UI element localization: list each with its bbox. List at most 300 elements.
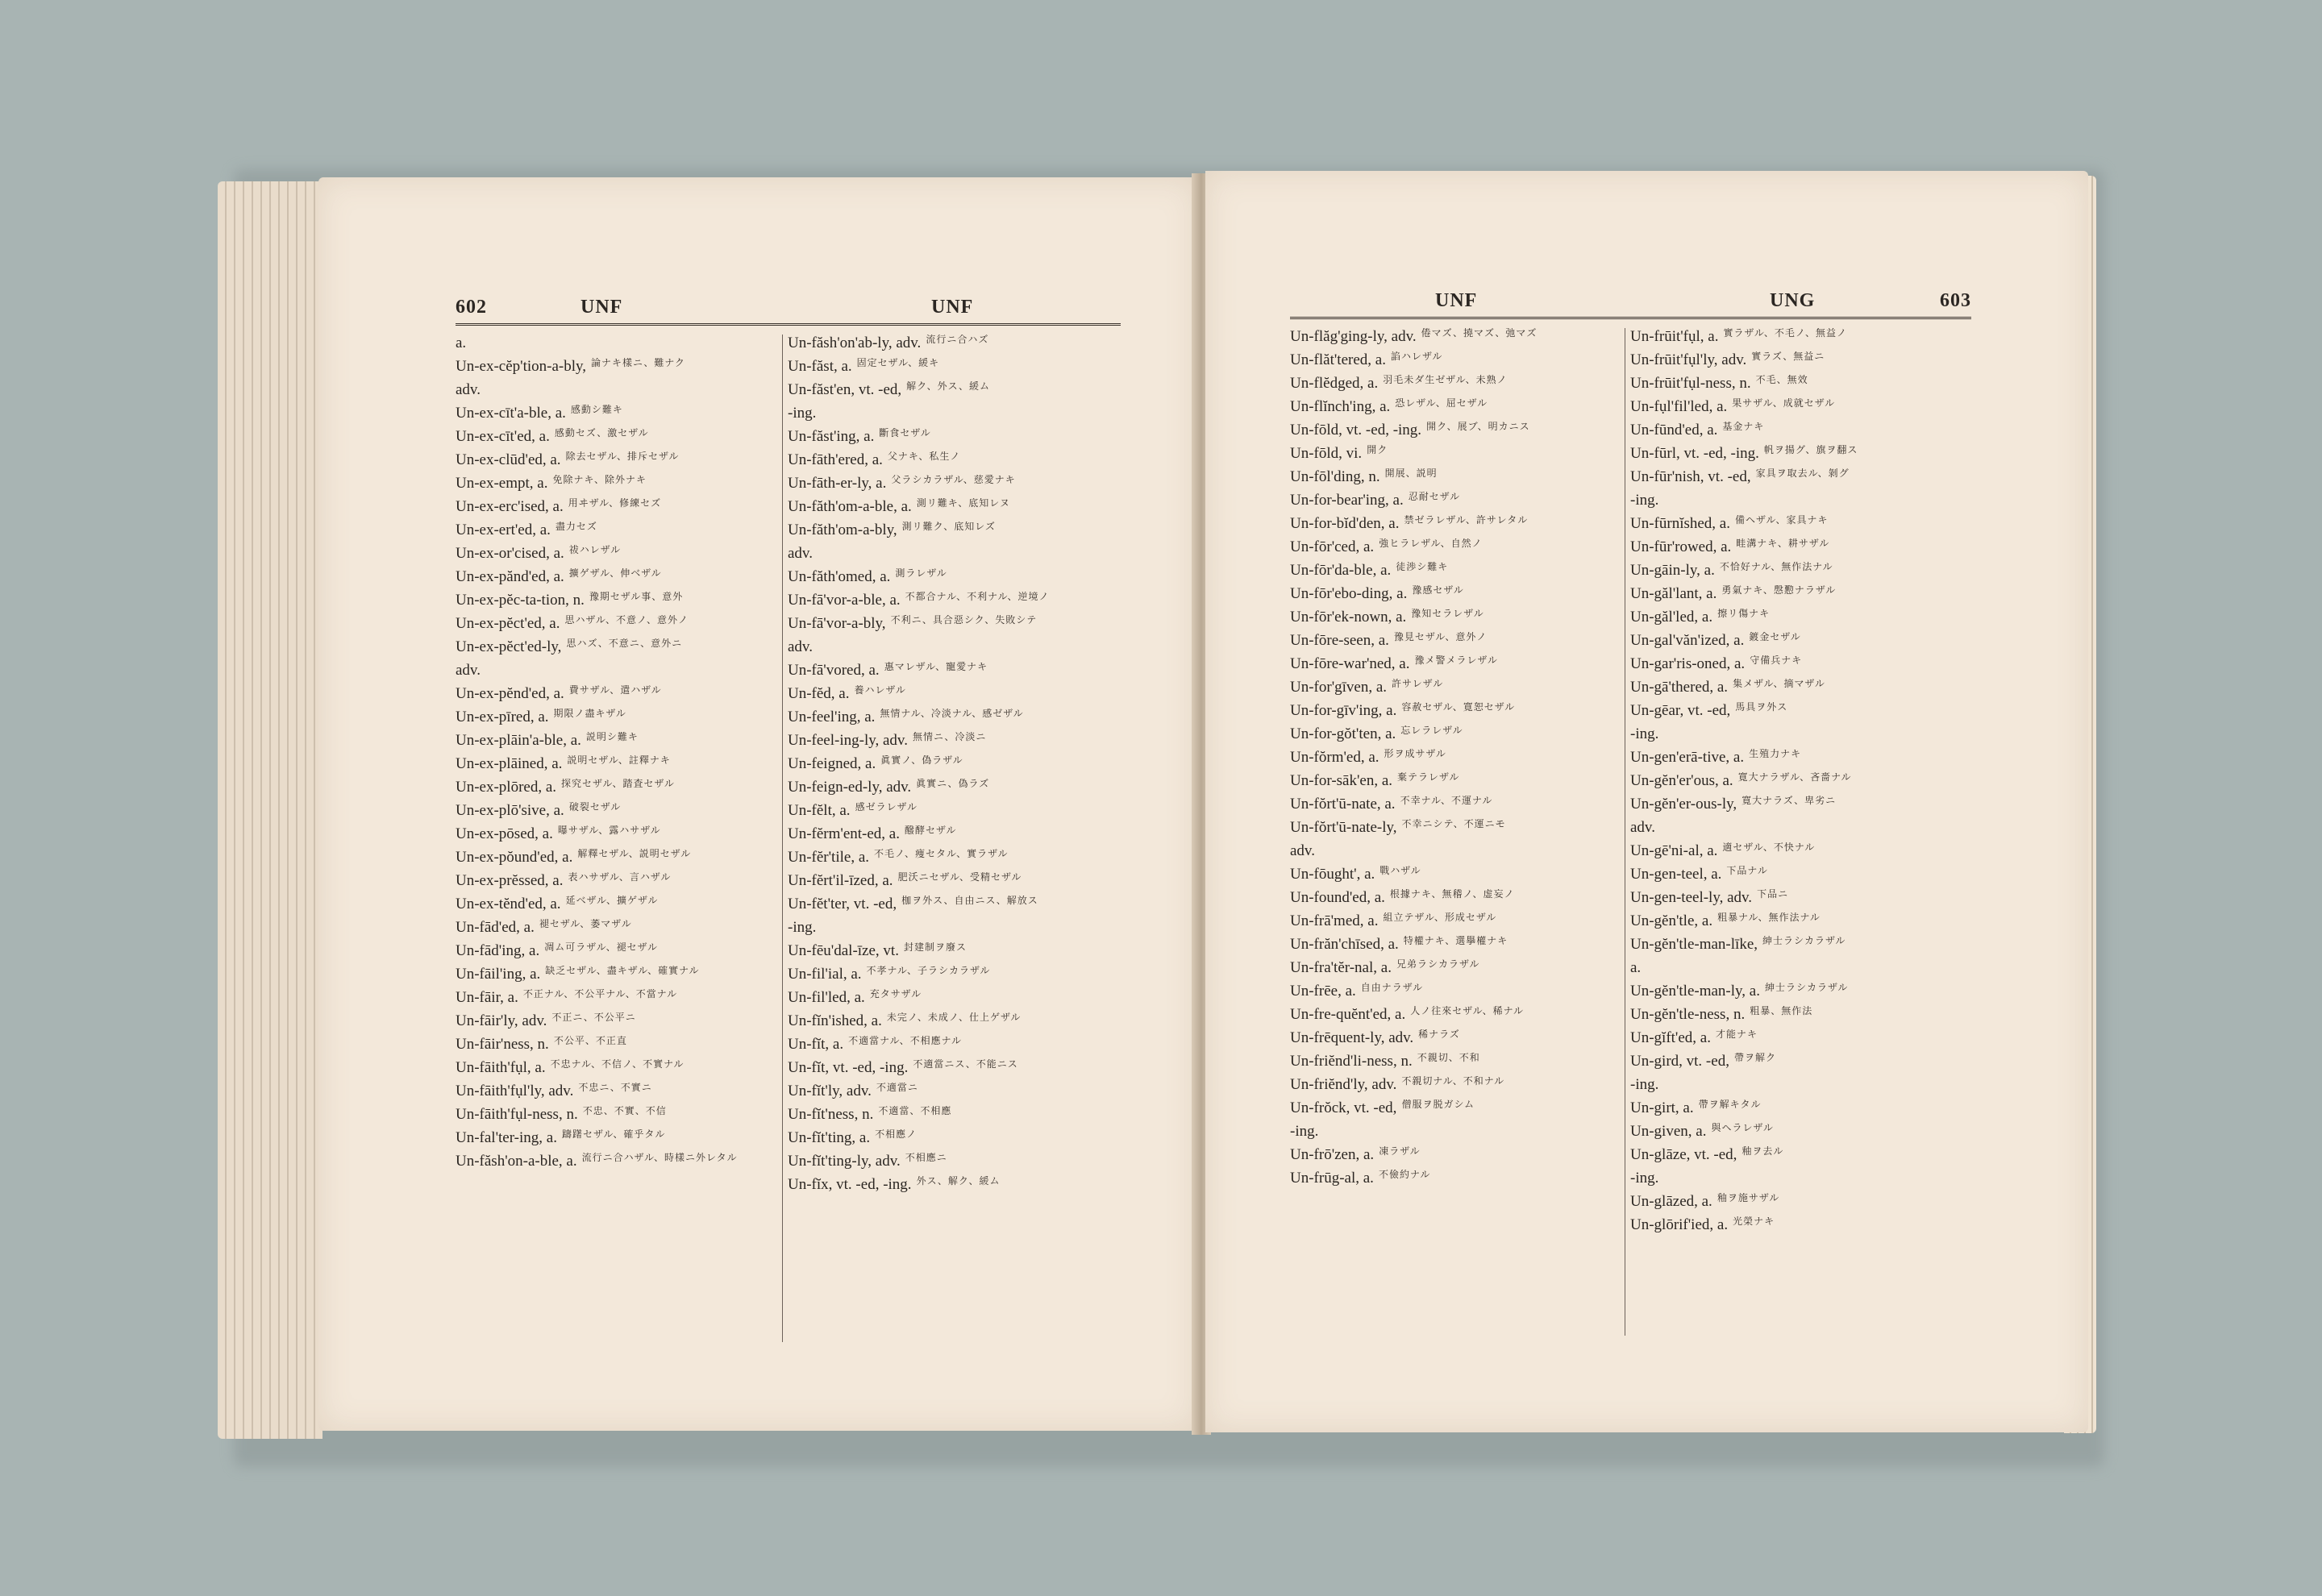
dictionary-entry xyxy=(788,872,1134,896)
dictionary-entry xyxy=(1630,749,1977,772)
headword: Un-for-gīv'ing, a. xyxy=(1290,702,1397,719)
japanese-definition: 果サザル、成就セザル xyxy=(1732,398,1836,409)
japanese-definition: 感動シ難キ xyxy=(570,405,623,415)
dictionary-entry xyxy=(456,709,802,732)
japanese-definition: 豫メ警メラレザル xyxy=(1414,655,1498,666)
left-column-2 xyxy=(782,335,1134,1342)
right-page-header xyxy=(1290,288,1971,319)
headword: Un-fĭt'ness, n. xyxy=(788,1106,874,1123)
left-page xyxy=(318,177,1197,1431)
dictionary-entry xyxy=(456,802,802,825)
dictionary-entry xyxy=(1630,375,1977,398)
dictionary-entry xyxy=(788,1106,1134,1129)
dictionary-entry xyxy=(788,825,1134,849)
dictionary-entry xyxy=(1630,702,1977,725)
dictionary-entry xyxy=(1290,959,1637,983)
headword: Un-fōr'da-ble, a. xyxy=(1290,562,1392,579)
headword: Un-fūnd'ed, a. xyxy=(1630,422,1718,438)
japanese-definition: 未完ノ、未成ノ、仕上ゲザル xyxy=(886,1012,1022,1023)
japanese-definition: 倦マズ、撓マズ、弛マズ xyxy=(1421,328,1538,339)
dictionary-entry xyxy=(1290,936,1637,959)
japanese-definition: 生殖力ナキ xyxy=(1749,749,1802,759)
dictionary-entry xyxy=(1630,445,1977,468)
headword: Un-ex-pīred, a. xyxy=(456,709,549,725)
japanese-definition: 兄弟ラシカラザル xyxy=(1396,959,1480,970)
dictionary-entry xyxy=(456,451,802,475)
headword: Un-ex-pĕnd'ed, a. xyxy=(456,685,564,702)
japanese-definition: 表ハサザル、言ハザル xyxy=(568,872,672,883)
headword: Un-fĭt, a. xyxy=(788,1036,844,1053)
dictionary-entry xyxy=(788,849,1134,872)
japanese-definition: 帶ヲ解キタル xyxy=(1698,1099,1762,1110)
japanese-definition: 才能ナキ xyxy=(1715,1029,1758,1040)
headword: Un-feel'ing, a. xyxy=(788,709,876,725)
headword: adv. xyxy=(788,638,813,655)
headword: adv. xyxy=(456,381,481,398)
japanese-definition: 豫見セザル、意外ノ xyxy=(1393,632,1488,642)
japanese-definition: 人ノ往來セザル、稀ナル xyxy=(1410,1006,1525,1016)
japanese-definition: 禁ゼラレザル、許サレタル xyxy=(1404,515,1529,526)
japanese-definition: 探究セザル、踏査セザル xyxy=(561,779,675,789)
japanese-definition: 不正ニ、不公平ニ xyxy=(551,1012,636,1023)
dictionary-entry xyxy=(788,1176,1134,1199)
headword: Un-frēquent-ly, adv. xyxy=(1290,1029,1414,1046)
japanese-definition: 不正ナル、不公平ナル、不當ナル xyxy=(522,989,678,1000)
japanese-definition: 測リ難ク、底知レズ xyxy=(901,522,996,532)
dictionary-entry xyxy=(788,1036,1134,1059)
japanese-definition: 感動セズ、激セザル xyxy=(554,428,649,438)
page-number: 603 xyxy=(1940,290,1971,311)
dictionary-entry xyxy=(1290,889,1637,912)
japanese-definition: 僧服ヲ脱ガシム xyxy=(1401,1099,1475,1110)
dictionary-entry xyxy=(1290,609,1637,632)
japanese-definition: 不親切ナル、不和ナル xyxy=(1401,1076,1505,1087)
dictionary-entry xyxy=(788,428,1134,451)
japanese-definition: 容赦セザル、寛恕セザル xyxy=(1401,702,1516,713)
headword: Un-for-sāk'en, a. xyxy=(1290,772,1393,789)
dictionary-entry xyxy=(456,1106,802,1129)
dictionary-entry xyxy=(1630,1076,1977,1099)
dictionary-entry xyxy=(1290,1006,1637,1029)
japanese-definition: 紳士ラシカラザル xyxy=(1762,936,1846,946)
dictionary-entry xyxy=(1630,819,1977,842)
dictionary-entry xyxy=(1630,609,1977,632)
dictionary-entry xyxy=(456,405,802,428)
headword: Un-fōre-war'ned, a. xyxy=(1290,655,1410,672)
dictionary-entry xyxy=(1290,819,1637,842)
japanese-definition: 期限ノ盡キザル xyxy=(553,709,626,719)
dictionary-entry xyxy=(1630,1053,1977,1076)
dictionary-entry xyxy=(788,335,1134,358)
dictionary-entry xyxy=(788,989,1134,1012)
japanese-definition: 父ナキ、私生ノ xyxy=(887,451,961,462)
dictionary-entry xyxy=(456,475,802,498)
dictionary-entry xyxy=(1630,866,1977,889)
headword: Un-gen'erā-tive, a. xyxy=(1630,749,1745,766)
headword: Un-fĭn'ished, a. xyxy=(788,1012,882,1029)
dictionary-entry xyxy=(1290,422,1637,445)
dictionary-entry xyxy=(1630,1099,1977,1123)
headword: -ing. xyxy=(1630,725,1659,742)
right-column-2 xyxy=(1625,328,1977,1336)
headword: Un-fĕrt'il-īzed, a. xyxy=(788,872,893,889)
headword: Un-fād'ing, a. xyxy=(456,942,540,959)
headword: Un-fĕt'ter, vt. -ed, xyxy=(788,896,897,912)
dictionary-entry xyxy=(1630,912,1977,936)
headword: Un-gen-teel-ly, adv. xyxy=(1630,889,1753,906)
headword: Un-fre-quĕnt'ed, a. xyxy=(1290,1006,1406,1023)
headword: Un-făth'om-a-ble, a. xyxy=(788,498,912,515)
right-page xyxy=(1205,171,2088,1432)
japanese-definition: 豫知セラレザル xyxy=(1411,609,1484,619)
japanese-definition: 紳士ラシカラザル xyxy=(1765,983,1849,993)
japanese-definition: 不儉約ナル xyxy=(1378,1170,1431,1180)
dictionary-entry xyxy=(1630,1170,1977,1193)
dictionary-entry xyxy=(1630,1193,1977,1216)
headword: Un-gēar, vt. -ed, xyxy=(1630,702,1731,719)
japanese-definition: 與ヘラレザル xyxy=(1711,1123,1774,1133)
headword: Un-flăt'tered, a. xyxy=(1290,351,1386,368)
japanese-definition: 不忠ニ、不實ニ xyxy=(578,1083,652,1093)
headword: Un-fŏrt'ū-nate-ly, xyxy=(1290,819,1397,836)
dictionary-entry xyxy=(1290,1146,1637,1170)
dictionary-entry xyxy=(1290,1170,1637,1193)
dictionary-entry xyxy=(1630,515,1977,538)
japanese-definition: 缺乏セザル、盡キザル、確實ナル xyxy=(545,966,700,976)
dictionary-entry xyxy=(1290,1076,1637,1099)
japanese-definition: 充タサザル xyxy=(869,989,922,1000)
dictionary-entry xyxy=(1630,1123,1977,1146)
dictionary-entry xyxy=(456,662,802,685)
dictionary-entry xyxy=(1290,1053,1637,1076)
dictionary-entry xyxy=(456,1012,802,1036)
dictionary-entry xyxy=(456,545,802,568)
japanese-definition: 忍耐セザル xyxy=(1408,492,1461,502)
headword: Un-ex-ert'ed, a. xyxy=(456,522,551,538)
dictionary-entry xyxy=(788,942,1134,966)
dictionary-entry xyxy=(456,732,802,755)
dictionary-entry xyxy=(456,568,802,592)
headword: Un-frā'med, a. xyxy=(1290,912,1379,929)
dictionary-entry xyxy=(1630,889,1977,912)
japanese-definition: 測ラレザル xyxy=(895,568,947,579)
headword: Un-găl'led, a. xyxy=(1630,609,1713,626)
headword: Un-for-gŏt'ten, a. xyxy=(1290,725,1396,742)
headword: Un-flĭnch'ing, a. xyxy=(1290,398,1391,415)
headword: Un-fāth'ered, a. xyxy=(788,451,883,468)
dictionary-entry xyxy=(788,662,1134,685)
japanese-definition: 流行ニ合ハズ xyxy=(926,335,989,345)
japanese-definition: 祓ハレザル xyxy=(568,545,622,555)
dictionary-entry xyxy=(788,358,1134,381)
japanese-definition: 稀ナラズ xyxy=(1418,1029,1460,1040)
headword: Un-ex-plāin'a-ble, a. xyxy=(456,732,581,749)
headword: a. xyxy=(1630,959,1642,976)
headword: Un-gāin-ly, a. xyxy=(1630,562,1715,579)
dictionary-entry xyxy=(1290,679,1637,702)
japanese-definition: 曝サザル、露ハサザル xyxy=(557,825,661,836)
japanese-definition: 棄テラレザル xyxy=(1397,772,1460,783)
headword: Un-frūit'fụl-ness, n. xyxy=(1630,375,1751,392)
header-guide-word-right: UNG xyxy=(1770,290,1816,311)
japanese-definition: 斷食セザル xyxy=(879,428,931,438)
left-page-header xyxy=(456,294,1121,326)
dictionary-entry xyxy=(1290,842,1637,866)
dictionary-entry xyxy=(1290,562,1637,585)
page-stack-left xyxy=(218,181,322,1439)
dictionary-entry xyxy=(1290,351,1637,375)
headword: Un-friĕnd'li-ness, n. xyxy=(1290,1053,1413,1070)
dictionary-entry xyxy=(1290,983,1637,1006)
headword: Un-ex-clūd'ed, a. xyxy=(456,451,561,468)
dictionary-entry xyxy=(1290,468,1637,492)
dictionary-entry xyxy=(1630,655,1977,679)
japanese-definition: 凍ラザル xyxy=(1379,1146,1421,1157)
headword: Un-fōld, vi. xyxy=(1290,445,1363,462)
dictionary-entry xyxy=(1290,655,1637,679)
dictionary-entry xyxy=(788,615,1134,638)
japanese-definition: 思ハズ、不意ニ、意外ニ xyxy=(566,638,683,649)
japanese-definition: 擦リ傷ナキ xyxy=(1717,609,1771,619)
dictionary-entry xyxy=(456,1059,802,1083)
headword: Un-ex-pōsed, a. xyxy=(456,825,553,842)
dictionary-entry xyxy=(1630,328,1977,351)
dictionary-entry xyxy=(788,1129,1134,1153)
japanese-definition: 惠マレザル、寵愛ナキ xyxy=(884,662,988,672)
japanese-definition: 基金ナキ xyxy=(1722,422,1765,432)
dictionary-entry xyxy=(456,358,802,381)
dictionary-entry xyxy=(788,709,1134,732)
headword: Un-fāith'fụl-ness, n. xyxy=(456,1106,578,1123)
dictionary-entry xyxy=(456,825,802,849)
japanese-definition: 不適當ニス、不能ニス xyxy=(913,1059,1018,1070)
japanese-definition: 肥沃ニセザル、受精セザル xyxy=(897,872,1022,883)
japanese-definition: 備ヘザル、家具ナキ xyxy=(1735,515,1829,526)
headword: Un-făst'ing, a. xyxy=(788,428,875,445)
headword: Un-fōught', a. xyxy=(1290,866,1375,883)
dictionary-entry xyxy=(788,896,1134,919)
dictionary-entry xyxy=(1630,936,1977,959)
headword: Un-frūit'fụl, a. xyxy=(1630,328,1719,345)
headword: Un-gĕn'er-ous-ly, xyxy=(1630,796,1737,813)
japanese-definition: 鍍金セザル xyxy=(1749,632,1801,642)
headword: Un-ex-cĕp'tion-a-bly, xyxy=(456,358,587,375)
headword: Un-fĭt, vt. -ed, -ing. xyxy=(788,1059,909,1076)
japanese-definition: 徒渉シ難キ xyxy=(1396,562,1449,572)
dictionary-entry xyxy=(1290,772,1637,796)
headword: Un-ex-pănd'ed, a. xyxy=(456,568,564,585)
headword: Un-fĕr'tile, a. xyxy=(788,849,870,866)
headword: Un-fūr'rowed, a. xyxy=(1630,538,1732,555)
dictionary-entry xyxy=(1290,796,1637,819)
dictionary-entry xyxy=(456,428,802,451)
dictionary-entry xyxy=(456,1153,802,1176)
dictionary-entry xyxy=(456,592,802,615)
headword: Un-ex-or'cised, a. xyxy=(456,545,564,562)
headword: -ing. xyxy=(788,405,817,422)
japanese-definition: 自由ナラザル xyxy=(1360,983,1424,993)
dictionary-entry xyxy=(788,498,1134,522)
page-number: 602 xyxy=(456,297,487,318)
dictionary-entry xyxy=(456,638,802,662)
japanese-definition: 羽毛未ダ生ゼザル、未熟ノ xyxy=(1383,375,1508,385)
japanese-definition: 不忠、不實、不信 xyxy=(582,1106,667,1116)
dictionary-entry xyxy=(456,966,802,989)
headword: Un-ex-pĕc-ta-tion, n. xyxy=(456,592,585,609)
dictionary-entry xyxy=(788,1153,1134,1176)
japanese-definition: 開ク、展ブ、明カニス xyxy=(1426,422,1530,432)
dictionary-entry xyxy=(456,849,802,872)
dictionary-entry xyxy=(456,919,802,942)
headword: Un-făst'en, vt. -ed, xyxy=(788,381,902,398)
headword: Un-girt, a. xyxy=(1630,1099,1694,1116)
headword: Un-ex-pĕct'ed-ly, xyxy=(456,638,562,655)
headword: Un-frēe, a. xyxy=(1290,983,1356,1000)
japanese-definition: 無情ナル、冷淡ナル、感ゼザル xyxy=(880,709,1024,719)
headword: Un-glāzed, a. xyxy=(1630,1193,1712,1210)
headword: Un-fĭt'ly, adv. xyxy=(788,1083,872,1099)
headword: Un-fōr'ek-nown, a. xyxy=(1290,609,1407,626)
dictionary-entry xyxy=(1630,842,1977,866)
dictionary-entry xyxy=(456,896,802,919)
headword: Un-fụl'fil'led, a. xyxy=(1630,398,1728,415)
japanese-definition: 忘レラレザル xyxy=(1400,725,1463,736)
dictionary-entry xyxy=(788,732,1134,755)
headword: Un-fūrl, vt. -ed, -ing. xyxy=(1630,445,1759,462)
japanese-definition: 感ゼラレザル xyxy=(855,802,918,813)
dictionary-entry xyxy=(1630,351,1977,375)
headword: Un-fāith'fụl'ly, adv. xyxy=(456,1083,574,1099)
dictionary-entry xyxy=(1630,959,1977,983)
japanese-definition: 封建制ヲ廢ス xyxy=(903,942,967,953)
japanese-definition: 褪セザル、萎マザル xyxy=(539,919,632,929)
dictionary-entry xyxy=(456,755,802,779)
japanese-definition: 開ク xyxy=(1367,445,1388,455)
japanese-definition: 擴ゲザル、伸ベザル xyxy=(568,568,662,579)
headword: Un-fāir'ness, n. xyxy=(456,1036,549,1053)
headword: Un-fōr'ced, a. xyxy=(1290,538,1375,555)
japanese-definition: 不恰好ナル、無作法ナル xyxy=(1719,562,1833,572)
japanese-definition: 延ベザル、擴ゲザル xyxy=(565,896,659,906)
dictionary-entry xyxy=(1290,328,1637,351)
dictionary-entry xyxy=(1630,1029,1977,1053)
dictionary-entry xyxy=(788,685,1134,709)
headword: Un-găl'lant, a. xyxy=(1630,585,1717,602)
dictionary-entry xyxy=(788,592,1134,615)
japanese-definition: 帶ヲ解ク xyxy=(1733,1053,1776,1063)
japanese-definition: 不公平、不正直 xyxy=(553,1036,627,1046)
dictionary-entry xyxy=(1290,632,1637,655)
headword: Un-frŏck, vt. -ed, xyxy=(1290,1099,1397,1116)
dictionary-entry xyxy=(788,522,1134,545)
headword: Un-given, a. xyxy=(1630,1123,1707,1140)
dictionary-entry xyxy=(456,1129,802,1153)
dictionary-entry xyxy=(1630,1216,1977,1240)
dictionary-entry xyxy=(1630,632,1977,655)
dictionary-entry xyxy=(456,335,802,358)
headword: Un-ex-prĕssed, a. xyxy=(456,872,564,889)
dictionary-entry xyxy=(456,989,802,1012)
japanese-definition: 粗暴、無作法 xyxy=(1750,1006,1813,1016)
dictionary-entry xyxy=(788,755,1134,779)
japanese-definition: 説明シ難キ xyxy=(585,732,639,742)
headword: Un-fā'vor-a-bly, xyxy=(788,615,886,632)
japanese-definition: 不親切、不和 xyxy=(1417,1053,1480,1063)
headword: Un-ex-cīt'a-ble, a. xyxy=(456,405,566,422)
headword: Un-gē'ni-al, a. xyxy=(1630,842,1718,859)
japanese-definition: 帆ヲ揚グ、旗ヲ翻ス xyxy=(1763,445,1858,455)
japanese-definition: 解釋セザル、説明セザル xyxy=(577,849,692,859)
japanese-definition: 家具ヲ取去ル、剝グ xyxy=(1755,468,1850,479)
headword: Un-gird, vt. -ed, xyxy=(1630,1053,1729,1070)
headword: Un-gĕn'er'ous, a. xyxy=(1630,772,1733,789)
japanese-definition: 守備兵ナキ xyxy=(1750,655,1803,666)
japanese-definition: 適セザル、不快ナル xyxy=(1722,842,1816,853)
japanese-definition: 豫感セザル xyxy=(1412,585,1464,596)
headword: Un-gal'văn'ized, a. xyxy=(1630,632,1745,649)
japanese-definition: 思ハザル、不意ノ、意外ノ xyxy=(564,615,689,626)
headword: Un-friĕnd'ly, adv. xyxy=(1290,1076,1397,1093)
japanese-definition: 固定セザル、緩キ xyxy=(856,358,940,368)
headword: adv. xyxy=(788,545,813,562)
headword: Un-fĭt'ting-ly, adv. xyxy=(788,1153,901,1170)
japanese-definition: 凋ム可ラザル、褪セザル xyxy=(544,942,659,953)
dictionary-entry xyxy=(1630,422,1977,445)
headword: Un-flĕdged, a. xyxy=(1290,375,1379,392)
japanese-definition: 不毛、無效 xyxy=(1755,375,1808,385)
japanese-definition: 不相應ニ xyxy=(905,1153,947,1163)
headword: Un-fād'ed, a. xyxy=(456,919,535,936)
japanese-definition: 根據ナキ、無稽ノ、虚妄ノ xyxy=(1389,889,1515,900)
japanese-definition: 費サザル、遣ハザル xyxy=(568,685,662,696)
japanese-definition: 論ナキ樣ニ、難ナク xyxy=(591,358,685,368)
dictionary-entry xyxy=(1630,772,1977,796)
headword: Un-ex-plōred, a. xyxy=(456,779,557,796)
japanese-definition: 戰ハザル xyxy=(1379,866,1421,876)
headword: Un-fāth-er-ly, a. xyxy=(788,475,887,492)
japanese-definition: 強ヒラレザル、自然ノ xyxy=(1379,538,1483,549)
dictionary-entry xyxy=(1630,1146,1977,1170)
japanese-definition: 不孝ナル、子ラシカラザル xyxy=(866,966,991,976)
headword: Un-ex-pĕct'ed, a. xyxy=(456,615,560,632)
japanese-definition: 馬具ヲ外ス xyxy=(1735,702,1788,713)
headword: Un-frăn'chīsed, a. xyxy=(1290,936,1399,953)
japanese-definition: 寛大ナラザル、吝嗇ナル xyxy=(1737,772,1852,783)
japanese-definition: 恐レザル、屈セザル xyxy=(1395,398,1488,409)
japanese-definition: 眞實ノ、偽ラザル xyxy=(880,755,963,766)
dictionary-entry xyxy=(1630,398,1977,422)
japanese-definition: 父ラシカラザル、慈愛ナキ xyxy=(891,475,1016,485)
headword: Un-ex-plāined, a. xyxy=(456,755,563,772)
headword: Un-fra'tĕr-nal, a. xyxy=(1290,959,1392,976)
japanese-definition: 外ス、解ク、緩ム xyxy=(916,1176,1001,1187)
headword: Un-for'gīven, a. xyxy=(1290,679,1388,696)
japanese-definition: 不適當ナル、不相應ナル xyxy=(848,1036,962,1046)
dictionary-entry xyxy=(1290,702,1637,725)
dictionary-entry xyxy=(788,381,1134,405)
japanese-definition: 不都合ナル、不利ナル、逆境ノ xyxy=(905,592,1050,602)
dictionary-entry xyxy=(456,685,802,709)
dictionary-entry xyxy=(1630,725,1977,749)
japanese-definition: 勇氣ナキ、慇懃ナラザル xyxy=(1721,585,1837,596)
header-guide-word-left: UNF xyxy=(1435,290,1478,311)
dictionary-entry xyxy=(1630,796,1977,819)
headword: Un-fĭt'ting, a. xyxy=(788,1129,871,1146)
dictionary-entry xyxy=(788,1083,1134,1106)
headword: Un-gĭft'ed, a. xyxy=(1630,1029,1711,1046)
headword: Un-fāir, a. xyxy=(456,989,518,1006)
headword: Un-fŏrt'ū-nate, a. xyxy=(1290,796,1396,813)
